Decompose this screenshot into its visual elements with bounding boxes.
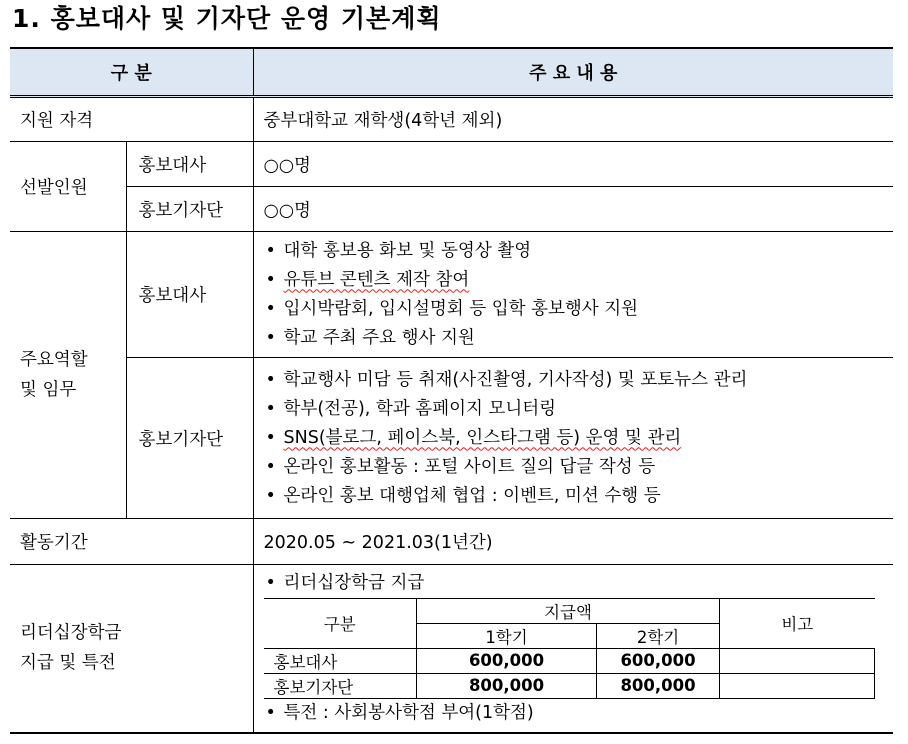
scholarship-label-line1: 리더십장학금 <box>20 623 122 644</box>
header-category: 구 분 <box>10 48 253 97</box>
selection-value-reporters: ○○명 <box>253 187 893 232</box>
selection-sub-ambassador: 홍보대사 <box>126 142 253 187</box>
eligibility-label: 지원 자격 <box>10 97 253 142</box>
period-label: 활동기간 <box>10 519 253 565</box>
roles-ambassador-items <box>253 232 893 358</box>
period-value: 2020.05 ~ 2021.03(1년간) <box>253 519 893 565</box>
inner-row-name: 홍보기자단 <box>264 673 417 698</box>
selection-label: 선발인원 <box>10 142 126 232</box>
table-row <box>264 648 875 673</box>
table-row <box>264 673 875 698</box>
selection-row-1 <box>10 142 893 187</box>
table-header-row <box>10 48 893 97</box>
list-item: • 입시박람회, 입시설명회 등 입학 홍보행사 지원 <box>264 295 894 324</box>
scholarship-label <box>10 565 253 733</box>
inner-row-name: 홍보대사 <box>264 648 417 673</box>
header-content: 주 요 내 용 <box>253 48 893 97</box>
inner-row-sem1: 800,000 <box>417 673 597 698</box>
roles-sub-ambassador: 홍보대사 <box>126 232 253 358</box>
roles-row-reporters <box>10 358 893 519</box>
roles-reporters-items <box>253 358 893 519</box>
list-item: • 학교행사 미담 등 취재(사진촬영, 기사작성) 및 포토뉴스 관리 <box>264 366 894 395</box>
selection-value-ambassador: ○○명 <box>253 142 893 187</box>
list-item: • 특전 : 사회봉사학점 부여(1학점) <box>264 699 894 728</box>
list-item: • 학부(전공), 학과 홈페이지 모니터링 <box>264 395 894 424</box>
list-item-text: SNS(블로그, 페이스북, 인스타그램 등) 운영 및 관리 <box>283 427 682 448</box>
selection-sub-reporters: 홍보기자단 <box>126 187 253 232</box>
scholarship-content <box>253 565 893 733</box>
list-item: • 온라인 홍보활동 : 포털 사이트 질의 답글 작성 등 <box>264 453 894 482</box>
list-item: • 대학 홍보용 화보 및 동영상 촬영 <box>264 237 894 266</box>
list-item: • 온라인 홍보 대행업체 협업 : 이벤트, 미션 수행 등 <box>264 482 894 511</box>
page-title: 1. 홍보대사 및 기자단 운영 기본계획 <box>12 4 442 33</box>
inner-row-sem1: 600,000 <box>417 648 597 673</box>
scholarship-amount-table <box>264 598 876 699</box>
list-item <box>264 424 894 453</box>
inner-col-category: 구분 <box>264 598 417 648</box>
inner-col-sem1: 1학기 <box>417 623 597 648</box>
inner-row-note <box>720 673 875 698</box>
list-item <box>264 266 894 295</box>
list-item: • 리더십장학금 지급 <box>264 569 894 598</box>
inner-col-sem2: 2학기 <box>597 623 720 648</box>
eligibility-row <box>10 97 893 142</box>
eligibility-value: 중부대학교 재학생(4학년 제외) <box>253 97 893 142</box>
period-row <box>10 519 893 565</box>
list-item-text: 유튜브 콘텐츠 제작 참여 <box>283 269 470 290</box>
roles-label-line2: 및 임무 <box>20 380 77 400</box>
scholarship-label-line2: 지급 및 특전 <box>20 653 116 674</box>
roles-row-ambassador <box>10 232 893 358</box>
scholarship-row <box>10 565 893 733</box>
selection-row-2 <box>10 187 893 232</box>
inner-header-row <box>264 598 875 623</box>
inner-row-note <box>720 648 875 673</box>
list-item: • 학교 주최 주요 행사 지원 <box>264 324 894 353</box>
inner-row-sem2: 800,000 <box>597 673 720 698</box>
roles-sub-reporters: 홍보기자단 <box>126 358 253 519</box>
inner-row-sem2: 600,000 <box>597 648 720 673</box>
inner-col-amount: 지급액 <box>417 598 720 623</box>
inner-col-note: 비고 <box>720 598 875 648</box>
roles-label-line1: 주요역할 <box>20 350 88 370</box>
roles-label <box>10 232 126 519</box>
plan-table <box>10 47 893 734</box>
